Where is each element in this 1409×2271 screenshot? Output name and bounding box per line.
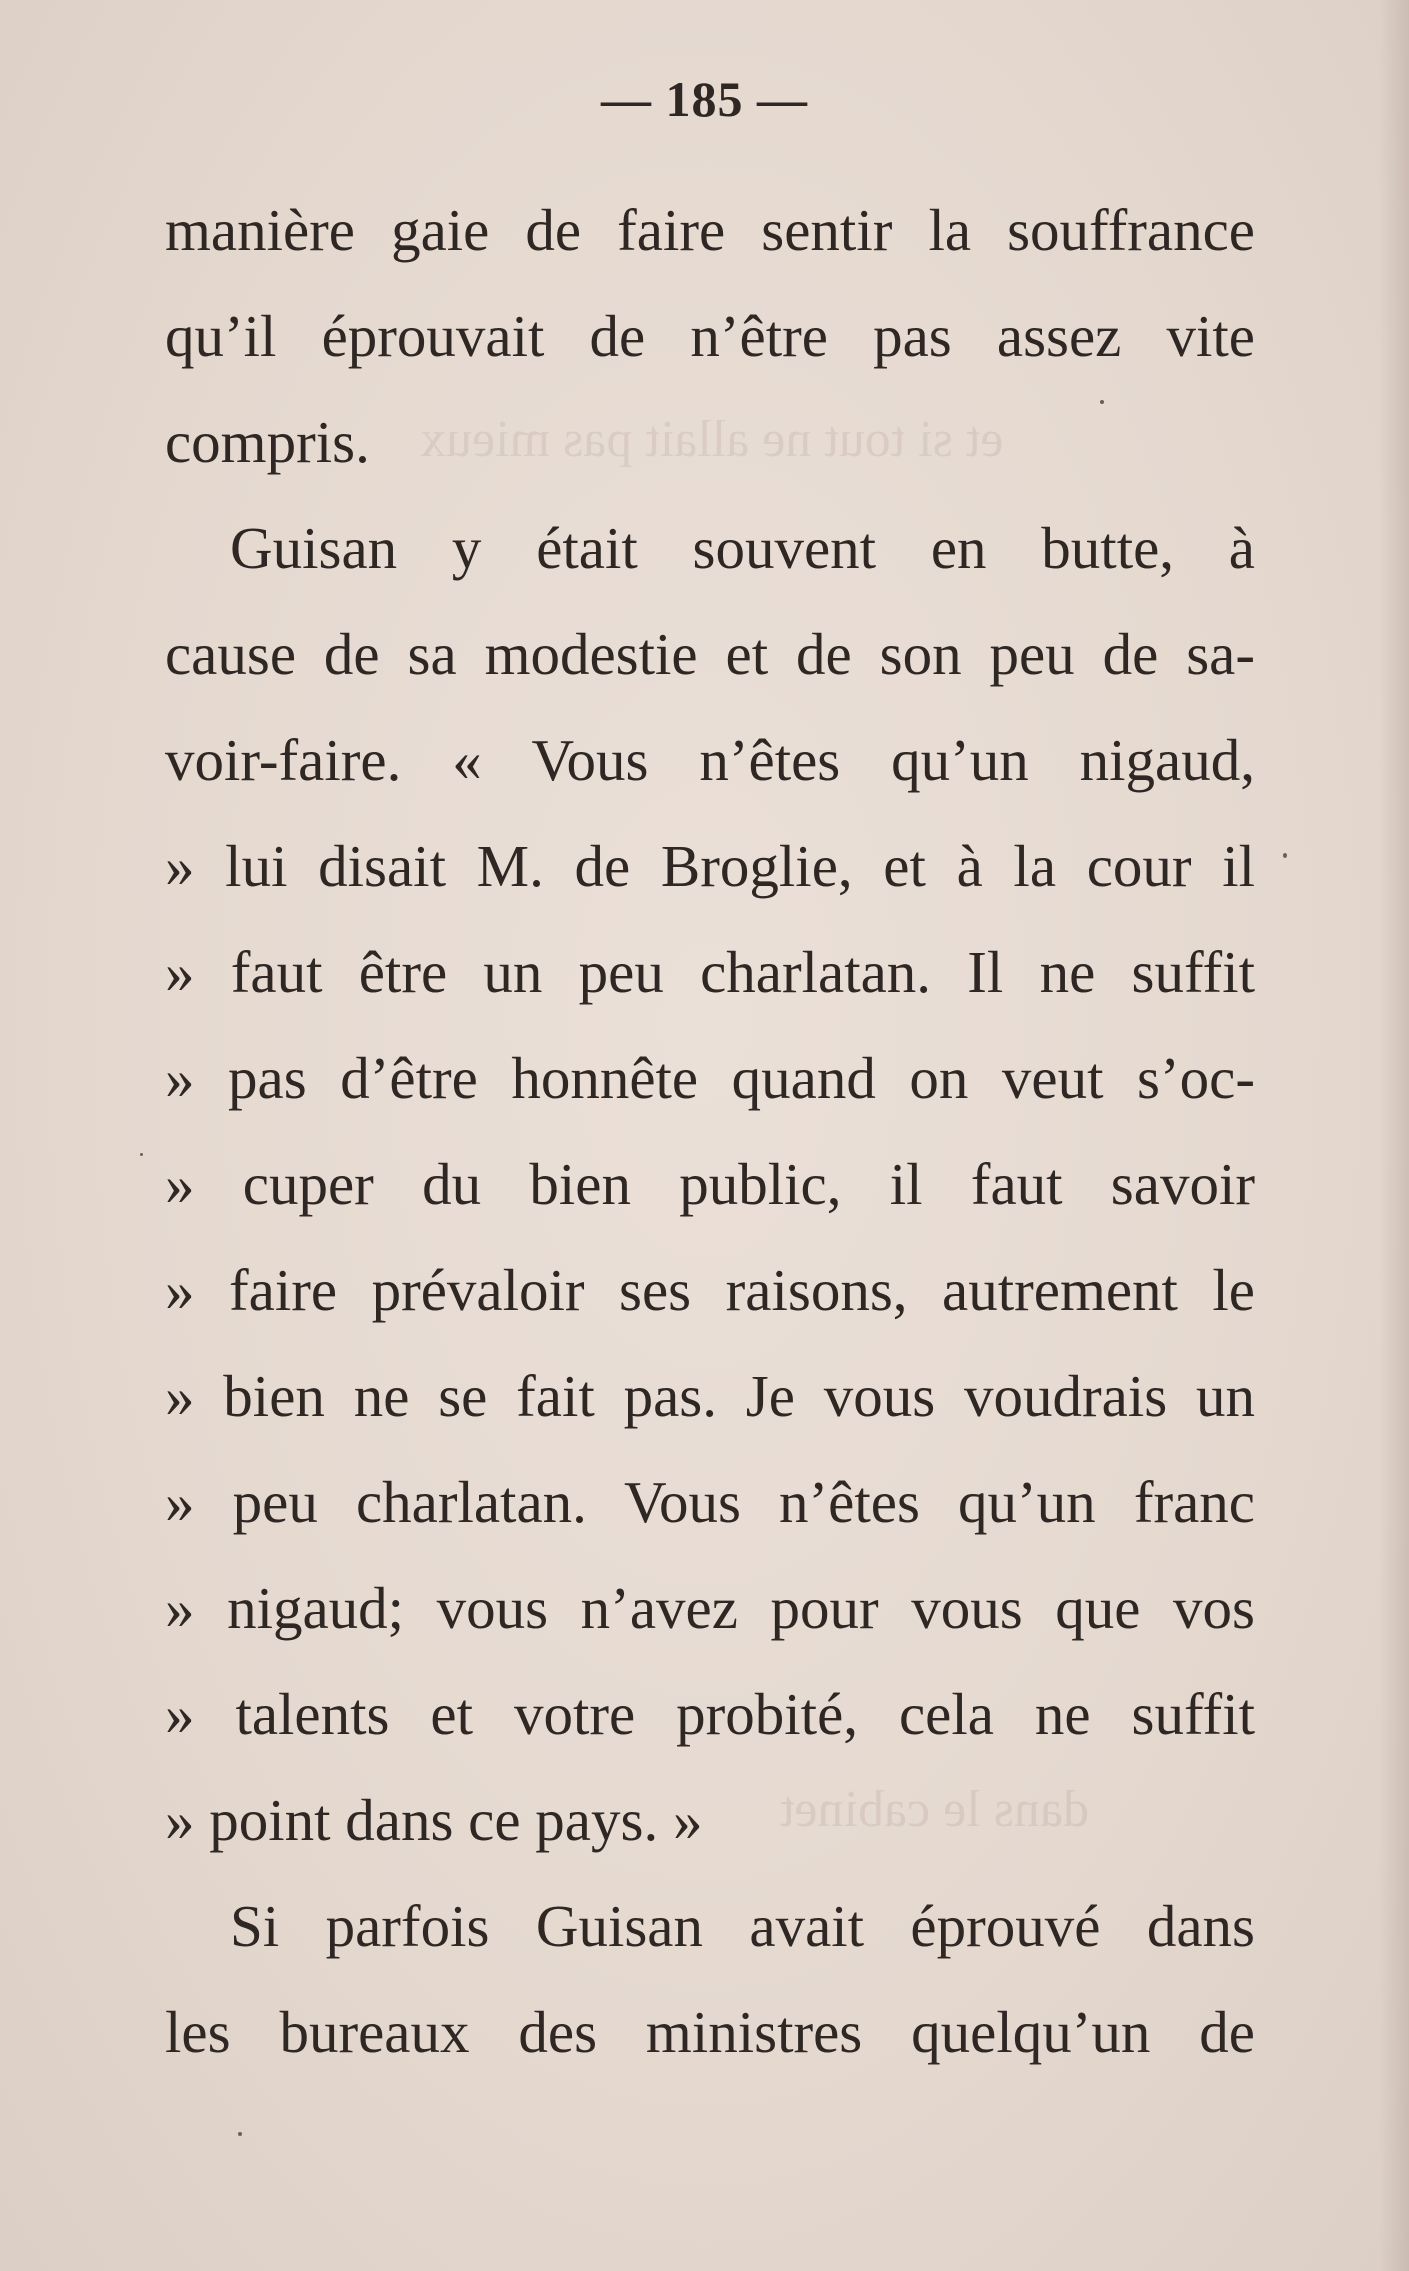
text-line: Si parfois Guisan avait éprouvé dans	[230, 1893, 1255, 1959]
text-line: Guisan y était souvent en butte, à	[230, 515, 1255, 581]
text-line: » bien ne se fait pas. Je vous voudrais un	[165, 1363, 1255, 1429]
text-line: cause de sa modestie et de son peu de sa-	[165, 621, 1255, 687]
text-line: » faut être un peu charlatan. Il ne suffit	[165, 939, 1255, 1005]
text-line: » lui disait M. de Broglie, et à la cour il	[165, 833, 1255, 899]
ink-speck	[238, 2132, 242, 2136]
text-line: qu’il éprouvait de n’être pas assez vite	[165, 303, 1255, 369]
text-line: compris.	[165, 409, 370, 475]
text-line: voir-faire. « Vous n’êtes qu’un nigaud,	[165, 727, 1255, 793]
ink-speck	[1100, 400, 1104, 404]
text-line: » nigaud; vous n’avez pour vous que vos	[165, 1575, 1255, 1641]
bleed-through: et si tout ne allait pas mieux	[420, 411, 1004, 468]
ink-speck	[140, 1153, 143, 1156]
text-line: » faire prévaloir ses raisons, autrement le	[165, 1257, 1255, 1323]
page-number: — 185 —	[601, 71, 808, 127]
text-line: manière gaie de faire sentir la souffrance	[165, 197, 1255, 263]
text-line: les bureaux des ministres quelqu’un de	[165, 1999, 1255, 2065]
page-edge-shadow	[1379, 0, 1409, 2271]
bleed-through: dans le cabinet	[780, 1781, 1089, 1838]
text-line: » talents et votre probité, cela ne suffit	[165, 1681, 1255, 1747]
text-line: » pas d’être honnête quand on veut s’oc-	[165, 1045, 1255, 1111]
text-line: » cuper du bien public, il faut savoir	[165, 1151, 1255, 1217]
ink-speck	[1283, 853, 1287, 858]
text-line: » point dans ce pays. »	[165, 1787, 703, 1853]
text-line: » peu charlatan. Vous n’êtes qu’un franc	[165, 1469, 1255, 1535]
